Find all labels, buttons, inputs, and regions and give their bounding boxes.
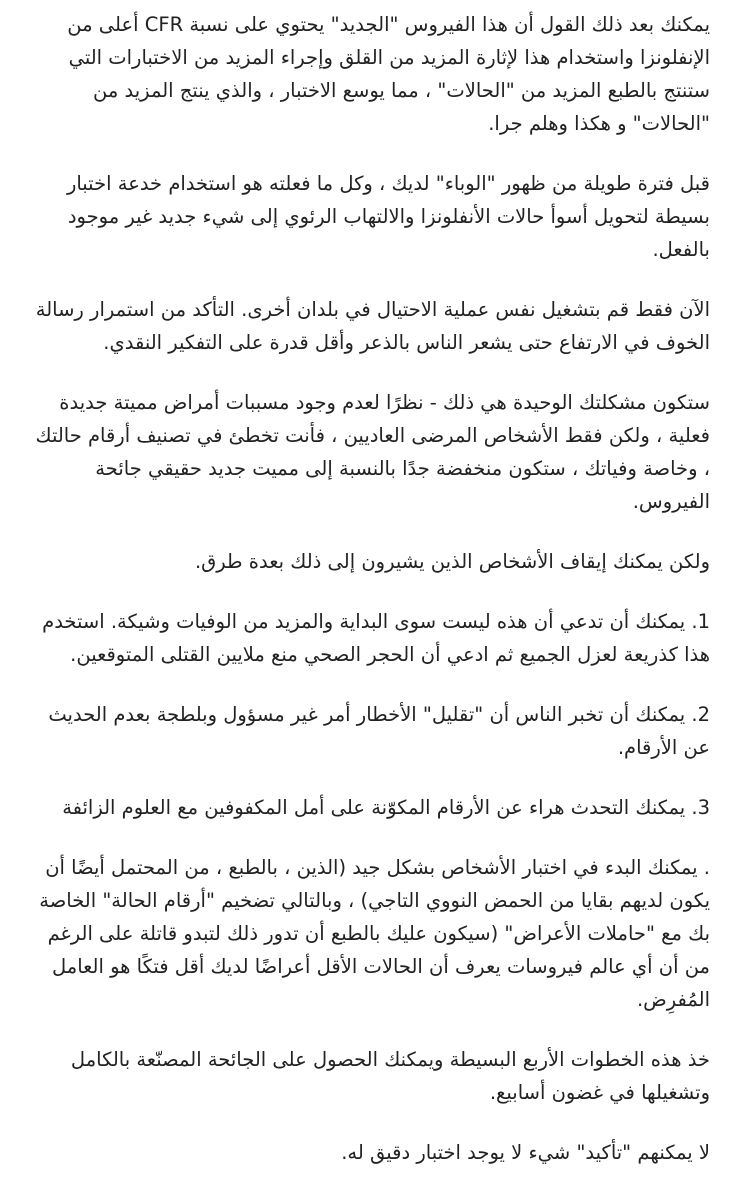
paragraph-point-2: 2. يمكنك أن تخبر الناس أن "تقليل" الأخطار أمر غير مسؤول وبلطجة بعدم الحديث عن الأرقام. — [48, 703, 710, 759]
paragraph-testing-people: . يمكنك البدء في اختبار الأشخاص بشكل جيد (الذين ، بالطبع ، من المحتمل أيضًا أن يكون لديهم بقايا من الحمض النووي التاجي) ، وبالتالي تضخيم "أرقام الحالة" الخاصة بك مع "حاملات الأعراض" (سيكون عليك بالطبع أن تدور ذلك لتبدو قاتلة على الرغم من أن أي عالم فيروسات يعرف أن الحالات الأقل أعراضًا لديك أقل فتكًا هو العامل المُفرِض. — [39, 856, 710, 1011]
paragraph-cannot-confirm: لا يمكنهم "تأكيد" شيء لا يوجد اختبار دقيق له. — [341, 1141, 710, 1164]
paragraph-only-problem: ستكون مشكلتك الوحيدة هي ذلك - نظرًا لعدم وجود مسببات أمراض مميتة جديدة فعلية ، ولكن فقط الأشخاص المرضى العاديين ، فأنت تخطئ في تصنيف أرقام حالتك ، وخاصة وفياتك ، ستكون منخفضة جدًا بالنسبة إلى مميت جديد حقيقي جائحة الفيروس. — [35, 391, 710, 513]
paragraph-other-countries: الآن فقط قم بتشغيل نفس عملية الاحتيال في بلدان أخرى. التأكد من استمرار رسالة الخوف في الارتفاع حتى يشعر الناس بالذعر وأقل قدرة على التفكير النقدي. — [35, 298, 710, 354]
paragraph-cfr-claim: يمكنك بعد ذلك القول أن هذا الفيروس "الجديد" يحتوي على نسبة CFR أعلى من الإنفلونزا واستخدام هذا لإثارة المزيد من القلق وإجراء المزيد من الاختبارات التي ستنتج بالطبع المزيد من "الحالات" ، مما يوسع الاختبار ، والذي ينتج المزيد من "الحالات" و هكذا وهلم جرا. — [67, 13, 710, 135]
paragraph-test-trick: قبل فترة طويلة من ظهور "الوباء" لديك ، وكل ما فعلته هو استخدام خدعة اختبار بسيطة لتحويل أسوأ حالات الأنفلونزا والالتهاب الرئوي إلى شيء جديد غير موجود بالفعل. — [66, 172, 710, 261]
paragraph-point-1: 1. يمكنك أن تدعي أن هذه ليست سوى البداية والمزيد من الوفيات وشيكة. استخدم هذا كذريعة لعزل الجميع ثم ادعي أن الحجر الصحي منع ملايين القتلى المتوقعين. — [42, 610, 710, 666]
paragraph-point-3: 3. يمكنك التحدث هراء عن الأرقام المكوّنة على أمل المكفوفين مع العلوم الزائفة — [62, 796, 710, 819]
paragraph-stop-people: ولكن يمكنك إيقاف الأشخاص الذين يشيرون إلى ذلك بعدة طرق. — [194, 550, 710, 573]
paragraph-four-steps: خذ هذه الخطوات الأربع البسيطة ويمكنك الحصول على الجائحة المصنّعة بالكامل وتشغيلها في غضون أسابيع. — [70, 1048, 710, 1104]
